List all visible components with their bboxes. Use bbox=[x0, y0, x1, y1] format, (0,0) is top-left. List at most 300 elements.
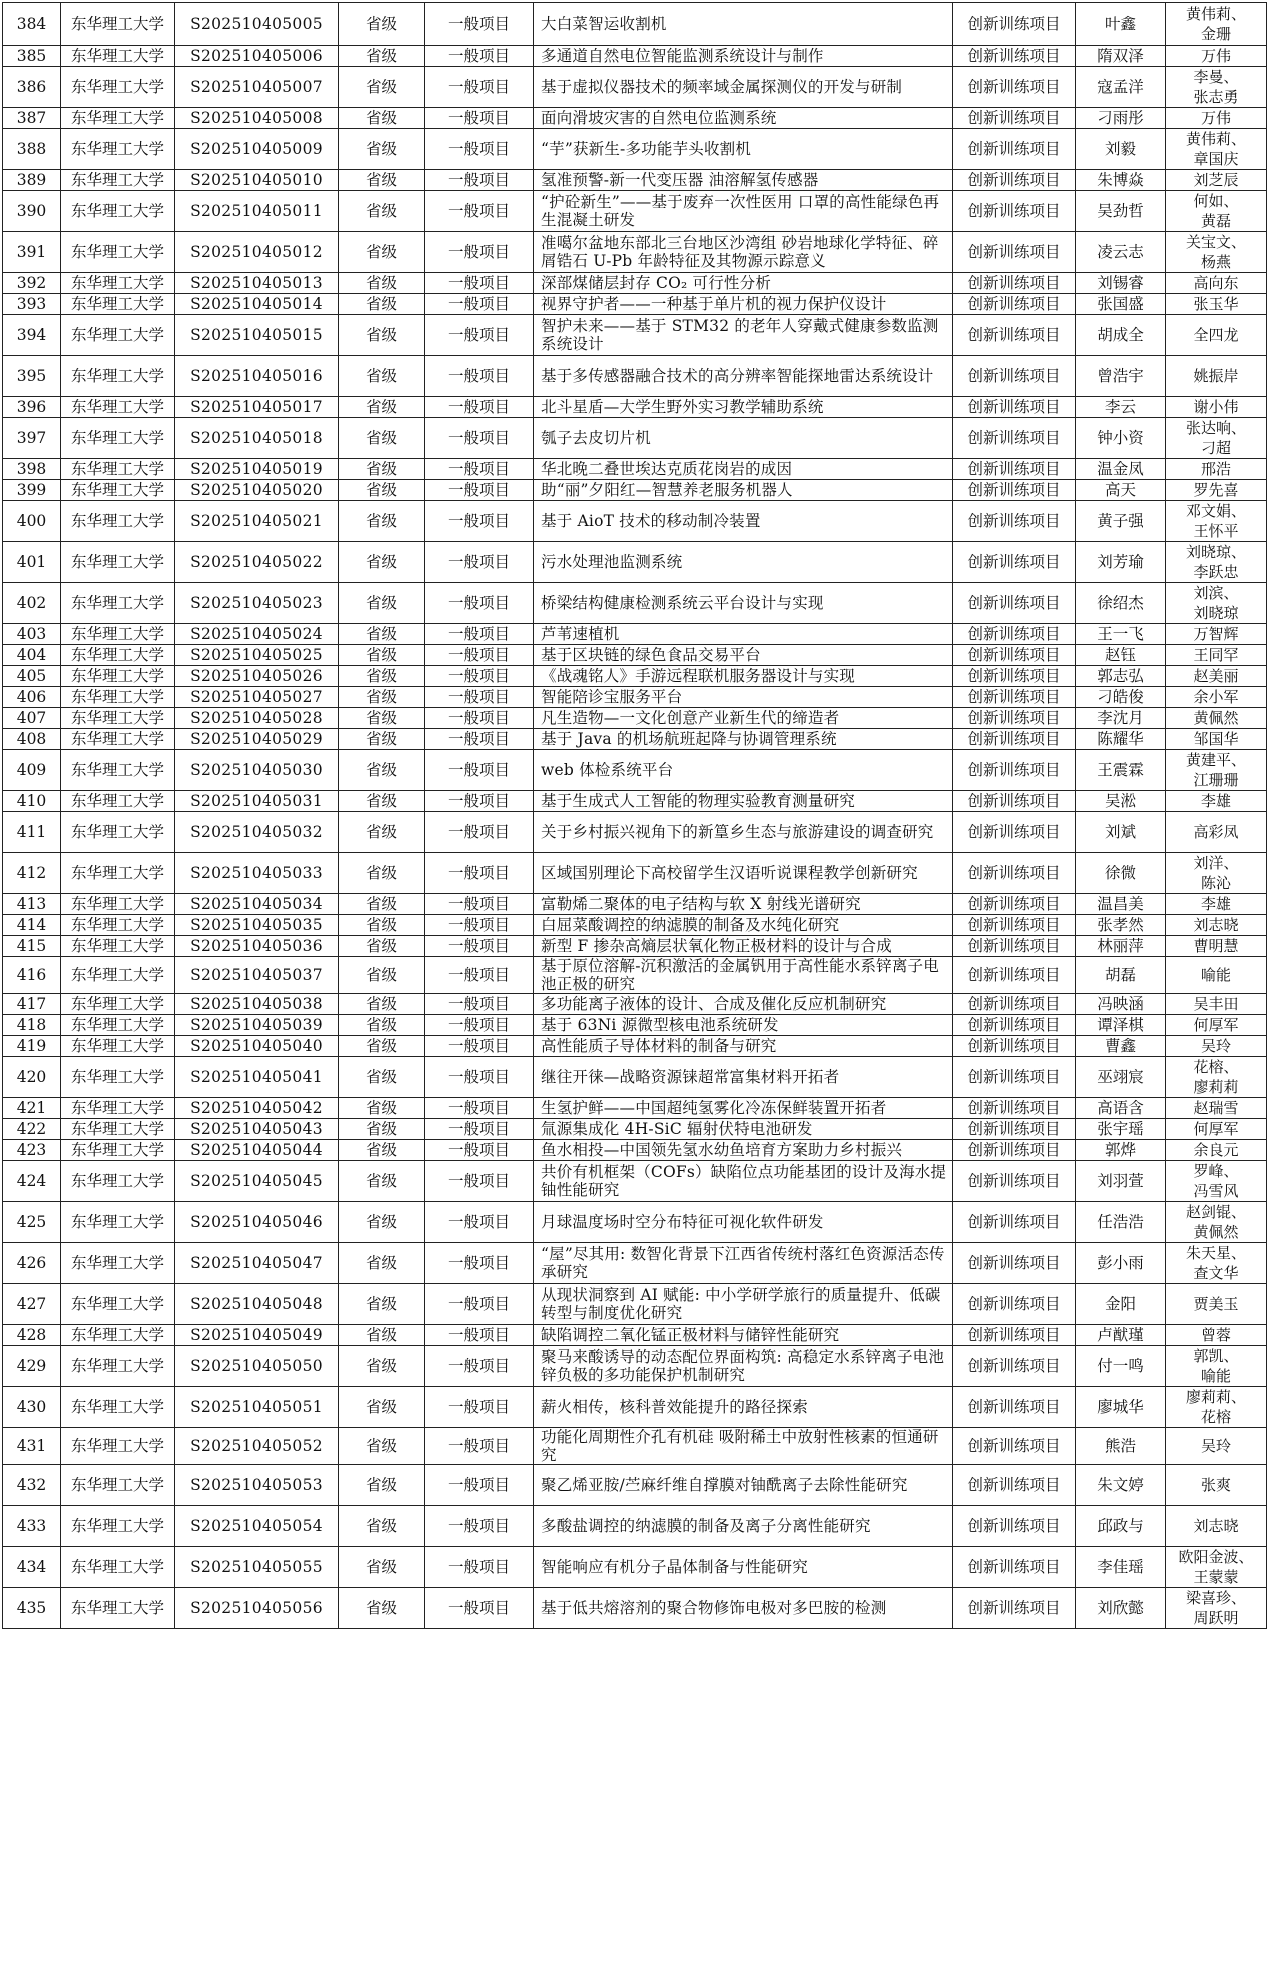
cell-level: 省级 bbox=[339, 1119, 425, 1140]
cell-level: 省级 bbox=[339, 791, 425, 812]
cell-type: 创新训练项目 bbox=[953, 1284, 1076, 1325]
table-row bbox=[3, 750, 1267, 791]
cell-level: 省级 bbox=[339, 687, 425, 708]
cell-no: 403 bbox=[3, 624, 61, 645]
cell-code: S202510405029 bbox=[175, 729, 339, 750]
cell-category: 一般项目 bbox=[425, 294, 534, 315]
cell-no: 426 bbox=[3, 1243, 61, 1284]
cell-advisor: 刘滨、 刘晓琼 bbox=[1166, 583, 1267, 624]
cell-no: 399 bbox=[3, 480, 61, 501]
cell-type: 创新训练项目 bbox=[953, 583, 1076, 624]
cell-no: 417 bbox=[3, 994, 61, 1015]
cell-school: 东华理工大学 bbox=[61, 397, 175, 418]
cell-leader: 李佳瑶 bbox=[1076, 1547, 1166, 1588]
cell-project-name: 视界守护者——一种基于单片机的视力保护仪设计 bbox=[534, 294, 953, 315]
cell-category: 一般项目 bbox=[425, 1098, 534, 1119]
cell-leader: 任浩浩 bbox=[1076, 1202, 1166, 1243]
cell-no: 420 bbox=[3, 1057, 61, 1098]
table-row bbox=[3, 729, 1267, 750]
table-row bbox=[3, 1346, 1267, 1387]
cell-type: 创新训练项目 bbox=[953, 687, 1076, 708]
cell-project-name: 聚乙烯亚胺/苎麻纤维自撑膜对铀酰离子去除性能研究 bbox=[534, 1465, 953, 1506]
cell-category: 一般项目 bbox=[425, 1387, 534, 1428]
cell-code: S202510405030 bbox=[175, 750, 339, 791]
cell-project-name: 北斗星盾—大学生野外实习教学辅助系统 bbox=[534, 397, 953, 418]
cell-project-name: 氢准预警-新一代变压器 油溶解氢传感器 bbox=[534, 170, 953, 191]
cell-code: S202510405047 bbox=[175, 1243, 339, 1284]
table-row bbox=[3, 418, 1267, 459]
cell-no: 432 bbox=[3, 1465, 61, 1506]
cell-advisor: 刘志晓 bbox=[1166, 1506, 1267, 1547]
cell-category: 一般项目 bbox=[425, 191, 534, 232]
cell-leader: 刘斌 bbox=[1076, 812, 1166, 853]
cell-code: S202510405044 bbox=[175, 1140, 339, 1161]
cell-code: S202510405017 bbox=[175, 397, 339, 418]
cell-no: 424 bbox=[3, 1161, 61, 1202]
cell-leader: 温金凤 bbox=[1076, 459, 1166, 480]
cell-advisor: 梁喜珍、 周跃明 bbox=[1166, 1588, 1267, 1629]
cell-category: 一般项目 bbox=[425, 583, 534, 624]
cell-advisor: 全四龙 bbox=[1166, 315, 1267, 356]
cell-category: 一般项目 bbox=[425, 1325, 534, 1346]
cell-level: 省级 bbox=[339, 1284, 425, 1325]
cell-school: 东华理工大学 bbox=[61, 624, 175, 645]
cell-leader: 徐绍杰 bbox=[1076, 583, 1166, 624]
cell-code: S202510405054 bbox=[175, 1506, 339, 1547]
table-row bbox=[3, 1202, 1267, 1243]
table-row bbox=[3, 791, 1267, 812]
cell-code: S202510405019 bbox=[175, 459, 339, 480]
cell-level: 省级 bbox=[339, 1015, 425, 1036]
cell-advisor: 刘晓琼、 李跃忠 bbox=[1166, 542, 1267, 583]
cell-school: 东华理工大学 bbox=[61, 666, 175, 687]
cell-level: 省级 bbox=[339, 624, 425, 645]
cell-school: 东华理工大学 bbox=[61, 750, 175, 791]
cell-project-name: 基于区块链的绿色食品交易平台 bbox=[534, 645, 953, 666]
cell-no: 430 bbox=[3, 1387, 61, 1428]
table-row bbox=[3, 46, 1267, 67]
table-row bbox=[3, 957, 1267, 994]
cell-project-name: 瓠子去皮切片机 bbox=[534, 418, 953, 459]
cell-category: 一般项目 bbox=[425, 1140, 534, 1161]
cell-category: 一般项目 bbox=[425, 791, 534, 812]
table-row bbox=[3, 687, 1267, 708]
cell-advisor: 邢浩 bbox=[1166, 459, 1267, 480]
cell-no: 414 bbox=[3, 915, 61, 936]
cell-advisor: 张玉华 bbox=[1166, 294, 1267, 315]
cell-advisor: 高向东 bbox=[1166, 273, 1267, 294]
cell-project-name: 鱼水相投—中国领先氢水幼鱼培育方案助力乡村振兴 bbox=[534, 1140, 953, 1161]
cell-project-name: 助“丽”夕阳红—智慧养老服务机器人 bbox=[534, 480, 953, 501]
table-row bbox=[3, 397, 1267, 418]
cell-project-name: 月球温度场时空分布特征可视化软件研发 bbox=[534, 1202, 953, 1243]
cell-no: 395 bbox=[3, 356, 61, 397]
cell-level: 省级 bbox=[339, 994, 425, 1015]
cell-code: S202510405033 bbox=[175, 853, 339, 894]
cell-level: 省级 bbox=[339, 729, 425, 750]
cell-project-name: 区域国别理论下高校留学生汉语听说课程教学创新研究 bbox=[534, 853, 953, 894]
cell-category: 一般项目 bbox=[425, 687, 534, 708]
cell-project-name: 智护未来——基于 STM32 的老年人穿戴式健康参数监测系统设计 bbox=[534, 315, 953, 356]
cell-school: 东华理工大学 bbox=[61, 46, 175, 67]
cell-level: 省级 bbox=[339, 294, 425, 315]
cell-advisor: 赵美丽 bbox=[1166, 666, 1267, 687]
table-row bbox=[3, 1588, 1267, 1629]
table-row bbox=[3, 356, 1267, 397]
cell-level: 省级 bbox=[339, 1547, 425, 1588]
cell-leader: 温昌美 bbox=[1076, 894, 1166, 915]
cell-school: 东华理工大学 bbox=[61, 418, 175, 459]
cell-school: 东华理工大学 bbox=[61, 459, 175, 480]
cell-level: 省级 bbox=[339, 1506, 425, 1547]
cell-advisor: 余小军 bbox=[1166, 687, 1267, 708]
cell-no: 405 bbox=[3, 666, 61, 687]
cell-advisor: 黄伟莉、 金珊 bbox=[1166, 3, 1267, 46]
cell-advisor: 万智辉 bbox=[1166, 624, 1267, 645]
cell-project-name: 基于原位溶解-沉积激活的金属钒用于高性能水系锌离子电池正极的研究 bbox=[534, 957, 953, 994]
cell-type: 创新训练项目 bbox=[953, 1202, 1076, 1243]
cell-school: 东华理工大学 bbox=[61, 191, 175, 232]
cell-project-name: 生氢护鲜——中国超纯氢雾化冷冻保鲜装置开拓者 bbox=[534, 1098, 953, 1119]
cell-no: 416 bbox=[3, 957, 61, 994]
cell-leader: 刘芳瑜 bbox=[1076, 542, 1166, 583]
cell-type: 创新训练项目 bbox=[953, 542, 1076, 583]
cell-type: 创新训练项目 bbox=[953, 1387, 1076, 1428]
cell-no: 387 bbox=[3, 108, 61, 129]
cell-type: 创新训练项目 bbox=[953, 3, 1076, 46]
cell-code: S202510405010 bbox=[175, 170, 339, 191]
cell-leader: 徐微 bbox=[1076, 853, 1166, 894]
table-row bbox=[3, 1036, 1267, 1057]
cell-code: S202510405008 bbox=[175, 108, 339, 129]
cell-category: 一般项目 bbox=[425, 994, 534, 1015]
cell-code: S202510405032 bbox=[175, 812, 339, 853]
cell-leader: 林丽萍 bbox=[1076, 936, 1166, 957]
cell-no: 422 bbox=[3, 1119, 61, 1140]
cell-leader: 叶鑫 bbox=[1076, 3, 1166, 46]
table-row bbox=[3, 708, 1267, 729]
cell-type: 创新训练项目 bbox=[953, 708, 1076, 729]
cell-category: 一般项目 bbox=[425, 1588, 534, 1629]
cell-leader: 曹鑫 bbox=[1076, 1036, 1166, 1057]
cell-category: 一般项目 bbox=[425, 957, 534, 994]
cell-code: S202510405020 bbox=[175, 480, 339, 501]
cell-school: 东华理工大学 bbox=[61, 542, 175, 583]
cell-advisor: 郭凯、 喻能 bbox=[1166, 1346, 1267, 1387]
cell-project-name: 基于低共熔溶剂的聚合物修饰电极对多巴胺的检测 bbox=[534, 1588, 953, 1629]
cell-level: 省级 bbox=[339, 812, 425, 853]
cell-level: 省级 bbox=[339, 315, 425, 356]
cell-type: 创新训练项目 bbox=[953, 1243, 1076, 1284]
table-row bbox=[3, 936, 1267, 957]
cell-type: 创新训练项目 bbox=[953, 356, 1076, 397]
cell-code: S202510405037 bbox=[175, 957, 339, 994]
cell-category: 一般项目 bbox=[425, 1202, 534, 1243]
cell-code: S202510405055 bbox=[175, 1547, 339, 1588]
cell-advisor: 何厚军 bbox=[1166, 1119, 1267, 1140]
cell-advisor: 万伟 bbox=[1166, 108, 1267, 129]
cell-no: 411 bbox=[3, 812, 61, 853]
cell-advisor: 谢小伟 bbox=[1166, 397, 1267, 418]
cell-category: 一般项目 bbox=[425, 853, 534, 894]
table-row bbox=[3, 459, 1267, 480]
cell-no: 388 bbox=[3, 129, 61, 170]
cell-code: S202510405052 bbox=[175, 1428, 339, 1465]
cell-project-name: “护砼新生”——基于废弃一次性医用 口罩的高性能绿色再生混凝土研发 bbox=[534, 191, 953, 232]
cell-project-name: 基于 Java 的机场航班起降与协调管理系统 bbox=[534, 729, 953, 750]
table-row bbox=[3, 812, 1267, 853]
cell-school: 东华理工大学 bbox=[61, 356, 175, 397]
cell-category: 一般项目 bbox=[425, 1057, 534, 1098]
cell-category: 一般项目 bbox=[425, 624, 534, 645]
cell-school: 东华理工大学 bbox=[61, 994, 175, 1015]
cell-level: 省级 bbox=[339, 191, 425, 232]
cell-school: 东华理工大学 bbox=[61, 67, 175, 108]
cell-leader: 刁皓俊 bbox=[1076, 687, 1166, 708]
cell-no: 419 bbox=[3, 1036, 61, 1057]
cell-project-name: 共价有机框架（COFs）缺陷位点功能基团的设计及海水提铀性能研究 bbox=[534, 1161, 953, 1202]
cell-leader: 陈耀华 bbox=[1076, 729, 1166, 750]
cell-school: 东华理工大学 bbox=[61, 1547, 175, 1588]
table-row bbox=[3, 1057, 1267, 1098]
cell-project-name: 关于乡村振兴视角下的新篁乡生态与旅游建设的调查研究 bbox=[534, 812, 953, 853]
table-row bbox=[3, 1506, 1267, 1547]
cell-advisor: 李雄 bbox=[1166, 791, 1267, 812]
cell-project-name: 面向滑坡灾害的自然电位监测系统 bbox=[534, 108, 953, 129]
cell-type: 创新训练项目 bbox=[953, 994, 1076, 1015]
cell-level: 省级 bbox=[339, 666, 425, 687]
cell-code: S202510405024 bbox=[175, 624, 339, 645]
cell-code: S202510405018 bbox=[175, 418, 339, 459]
cell-level: 省级 bbox=[339, 273, 425, 294]
cell-level: 省级 bbox=[339, 356, 425, 397]
cell-project-name: 继往开徕—战略资源铼超常富集材料开拓者 bbox=[534, 1057, 953, 1098]
cell-leader: 廖城华 bbox=[1076, 1387, 1166, 1428]
cell-level: 省级 bbox=[339, 170, 425, 191]
cell-project-name: 芦苇速植机 bbox=[534, 624, 953, 645]
cell-level: 省级 bbox=[339, 129, 425, 170]
cell-level: 省级 bbox=[339, 1588, 425, 1629]
cell-project-name: 凡生造物—一文化创意产业新生代的缔造者 bbox=[534, 708, 953, 729]
cell-type: 创新训练项目 bbox=[953, 1015, 1076, 1036]
cell-advisor: 罗先喜 bbox=[1166, 480, 1267, 501]
cell-project-name: “屋”尽其用: 数智化背景下江西省传统村落红色资源活态传承研究 bbox=[534, 1243, 953, 1284]
cell-leader: 巫翊宸 bbox=[1076, 1057, 1166, 1098]
cell-school: 东华理工大学 bbox=[61, 687, 175, 708]
cell-category: 一般项目 bbox=[425, 1284, 534, 1325]
table-row bbox=[3, 1284, 1267, 1325]
cell-advisor: 花榕、 廖莉莉 bbox=[1166, 1057, 1267, 1098]
cell-leader: 张孝然 bbox=[1076, 915, 1166, 936]
cell-leader: 熊浩 bbox=[1076, 1428, 1166, 1465]
cell-school: 东华理工大学 bbox=[61, 894, 175, 915]
cell-code: S202510405028 bbox=[175, 708, 339, 729]
cell-code: S202510405046 bbox=[175, 1202, 339, 1243]
cell-leader: 吴淞 bbox=[1076, 791, 1166, 812]
cell-category: 一般项目 bbox=[425, 356, 534, 397]
cell-code: S202510405043 bbox=[175, 1119, 339, 1140]
cell-school: 东华理工大学 bbox=[61, 1387, 175, 1428]
cell-category: 一般项目 bbox=[425, 1119, 534, 1140]
cell-category: 一般项目 bbox=[425, 1547, 534, 1588]
cell-advisor: 贾美玉 bbox=[1166, 1284, 1267, 1325]
cell-type: 创新训练项目 bbox=[953, 1346, 1076, 1387]
cell-school: 东华理工大学 bbox=[61, 273, 175, 294]
table-row bbox=[3, 3, 1267, 46]
cell-type: 创新训练项目 bbox=[953, 170, 1076, 191]
cell-type: 创新训练项目 bbox=[953, 957, 1076, 994]
cell-code: S202510405036 bbox=[175, 936, 339, 957]
cell-no: 400 bbox=[3, 501, 61, 542]
cell-level: 省级 bbox=[339, 501, 425, 542]
cell-code: S202510405026 bbox=[175, 666, 339, 687]
cell-leader: 卢猷瑾 bbox=[1076, 1325, 1166, 1346]
cell-level: 省级 bbox=[339, 1325, 425, 1346]
cell-leader: 郭志弘 bbox=[1076, 666, 1166, 687]
cell-leader: 朱博焱 bbox=[1076, 170, 1166, 191]
cell-category: 一般项目 bbox=[425, 1243, 534, 1284]
cell-school: 东华理工大学 bbox=[61, 501, 175, 542]
cell-type: 创新训练项目 bbox=[953, 1161, 1076, 1202]
cell-leader: 付一鸣 bbox=[1076, 1346, 1166, 1387]
cell-type: 创新训练项目 bbox=[953, 750, 1076, 791]
cell-level: 省级 bbox=[339, 1098, 425, 1119]
cell-school: 东华理工大学 bbox=[61, 1202, 175, 1243]
table-row bbox=[3, 1015, 1267, 1036]
cell-level: 省级 bbox=[339, 480, 425, 501]
cell-advisor: 李曼、 张志勇 bbox=[1166, 67, 1267, 108]
cell-no: 397 bbox=[3, 418, 61, 459]
cell-leader: 张宇瑶 bbox=[1076, 1119, 1166, 1140]
table-row bbox=[3, 915, 1267, 936]
cell-category: 一般项目 bbox=[425, 750, 534, 791]
cell-school: 东华理工大学 bbox=[61, 232, 175, 273]
cell-leader: 刘欣懿 bbox=[1076, 1588, 1166, 1629]
cell-level: 省级 bbox=[339, 46, 425, 67]
cell-level: 省级 bbox=[339, 1465, 425, 1506]
cell-type: 创新训练项目 bbox=[953, 501, 1076, 542]
cell-code: S202510405016 bbox=[175, 356, 339, 397]
cell-project-name: 高性能质子导体材料的制备与研究 bbox=[534, 1036, 953, 1057]
cell-project-name: 从现状洞察到 AI 赋能: 中小学研学旅行的质量提升、低碳转型与制度优化研究 bbox=[534, 1284, 953, 1325]
cell-leader: 刘羽萱 bbox=[1076, 1161, 1166, 1202]
cell-project-name: 基于虚拟仪器技术的频率域金属探测仪的开发与研制 bbox=[534, 67, 953, 108]
cell-category: 一般项目 bbox=[425, 170, 534, 191]
cell-leader: 胡磊 bbox=[1076, 957, 1166, 994]
cell-advisor: 朱天星、 查文华 bbox=[1166, 1243, 1267, 1284]
cell-code: S202510405045 bbox=[175, 1161, 339, 1202]
cell-category: 一般项目 bbox=[425, 418, 534, 459]
cell-category: 一般项目 bbox=[425, 729, 534, 750]
table-row bbox=[3, 583, 1267, 624]
cell-advisor: 刘芝辰 bbox=[1166, 170, 1267, 191]
cell-leader: 曾浩宇 bbox=[1076, 356, 1166, 397]
cell-category: 一般项目 bbox=[425, 666, 534, 687]
cell-advisor: 吴玲 bbox=[1166, 1428, 1267, 1465]
cell-level: 省级 bbox=[339, 1036, 425, 1057]
cell-advisor: 黄伟莉、 章国庆 bbox=[1166, 129, 1267, 170]
cell-code: S202510405006 bbox=[175, 46, 339, 67]
cell-code: S202510405053 bbox=[175, 1465, 339, 1506]
cell-type: 创新训练项目 bbox=[953, 108, 1076, 129]
cell-code: S202510405039 bbox=[175, 1015, 339, 1036]
cell-leader: 张国盛 bbox=[1076, 294, 1166, 315]
cell-code: S202510405042 bbox=[175, 1098, 339, 1119]
cell-project-name: 多通道自然电位智能监测系统设计与制作 bbox=[534, 46, 953, 67]
cell-project-name: 基于 AioT 技术的移动制冷装置 bbox=[534, 501, 953, 542]
cell-level: 省级 bbox=[339, 936, 425, 957]
cell-type: 创新训练项目 bbox=[953, 791, 1076, 812]
table-row bbox=[3, 315, 1267, 356]
cell-no: 427 bbox=[3, 1284, 61, 1325]
cell-school: 东华理工大学 bbox=[61, 1325, 175, 1346]
cell-leader: 高天 bbox=[1076, 480, 1166, 501]
cell-code: S202510405035 bbox=[175, 915, 339, 936]
cell-project-name: 功能化周期性介孔有机硅 吸附稀土中放射性核素的恒通研究 bbox=[534, 1428, 953, 1465]
cell-project-name: 华北晚二叠世埃达克质花岗岩的成因 bbox=[534, 459, 953, 480]
cell-school: 东华理工大学 bbox=[61, 1119, 175, 1140]
table-row bbox=[3, 1547, 1267, 1588]
cell-school: 东华理工大学 bbox=[61, 812, 175, 853]
table-row bbox=[3, 1387, 1267, 1428]
cell-school: 东华理工大学 bbox=[61, 936, 175, 957]
cell-no: 408 bbox=[3, 729, 61, 750]
cell-level: 省级 bbox=[339, 1140, 425, 1161]
cell-no: 401 bbox=[3, 542, 61, 583]
cell-category: 一般项目 bbox=[425, 1036, 534, 1057]
cell-advisor: 邹国华 bbox=[1166, 729, 1267, 750]
cell-level: 省级 bbox=[339, 853, 425, 894]
cell-type: 创新训练项目 bbox=[953, 1098, 1076, 1119]
cell-advisor: 曹明慧 bbox=[1166, 936, 1267, 957]
cell-code: S202510405014 bbox=[175, 294, 339, 315]
cell-leader: 胡成全 bbox=[1076, 315, 1166, 356]
cell-advisor: 刘洋、 陈沁 bbox=[1166, 853, 1267, 894]
cell-no: 428 bbox=[3, 1325, 61, 1346]
cell-level: 省级 bbox=[339, 108, 425, 129]
table-row bbox=[3, 666, 1267, 687]
table-row bbox=[3, 1428, 1267, 1465]
cell-code: S202510405031 bbox=[175, 791, 339, 812]
cell-leader: 李云 bbox=[1076, 397, 1166, 418]
table-row bbox=[3, 1140, 1267, 1161]
cell-advisor: 姚振岸 bbox=[1166, 356, 1267, 397]
cell-school: 东华理工大学 bbox=[61, 1588, 175, 1629]
cell-project-name: 准噶尔盆地东部北三台地区沙湾组 砂岩地球化学特征、碎屑锆石 U-Pb 年龄特征及其物源示踪意义 bbox=[534, 232, 953, 273]
table-row bbox=[3, 1098, 1267, 1119]
cell-leader: 冯映涵 bbox=[1076, 994, 1166, 1015]
cell-type: 创新训练项目 bbox=[953, 232, 1076, 273]
cell-advisor: 吴丰田 bbox=[1166, 994, 1267, 1015]
cell-school: 东华理工大学 bbox=[61, 108, 175, 129]
cell-code: S202510405038 bbox=[175, 994, 339, 1015]
cell-level: 省级 bbox=[339, 397, 425, 418]
table-row bbox=[3, 542, 1267, 583]
cell-level: 省级 bbox=[339, 1428, 425, 1465]
cell-advisor: 邓文娟、 王怀平 bbox=[1166, 501, 1267, 542]
cell-category: 一般项目 bbox=[425, 894, 534, 915]
cell-category: 一般项目 bbox=[425, 812, 534, 853]
cell-level: 省级 bbox=[339, 542, 425, 583]
cell-no: 418 bbox=[3, 1015, 61, 1036]
cell-project-name: 智能响应有机分子晶体制备与性能研究 bbox=[534, 1547, 953, 1588]
cell-leader: 谭泽棋 bbox=[1076, 1015, 1166, 1036]
cell-code: S202510405034 bbox=[175, 894, 339, 915]
cell-code: S202510405011 bbox=[175, 191, 339, 232]
cell-type: 创新训练项目 bbox=[953, 1119, 1076, 1140]
cell-code: S202510405021 bbox=[175, 501, 339, 542]
cell-school: 东华理工大学 bbox=[61, 1465, 175, 1506]
